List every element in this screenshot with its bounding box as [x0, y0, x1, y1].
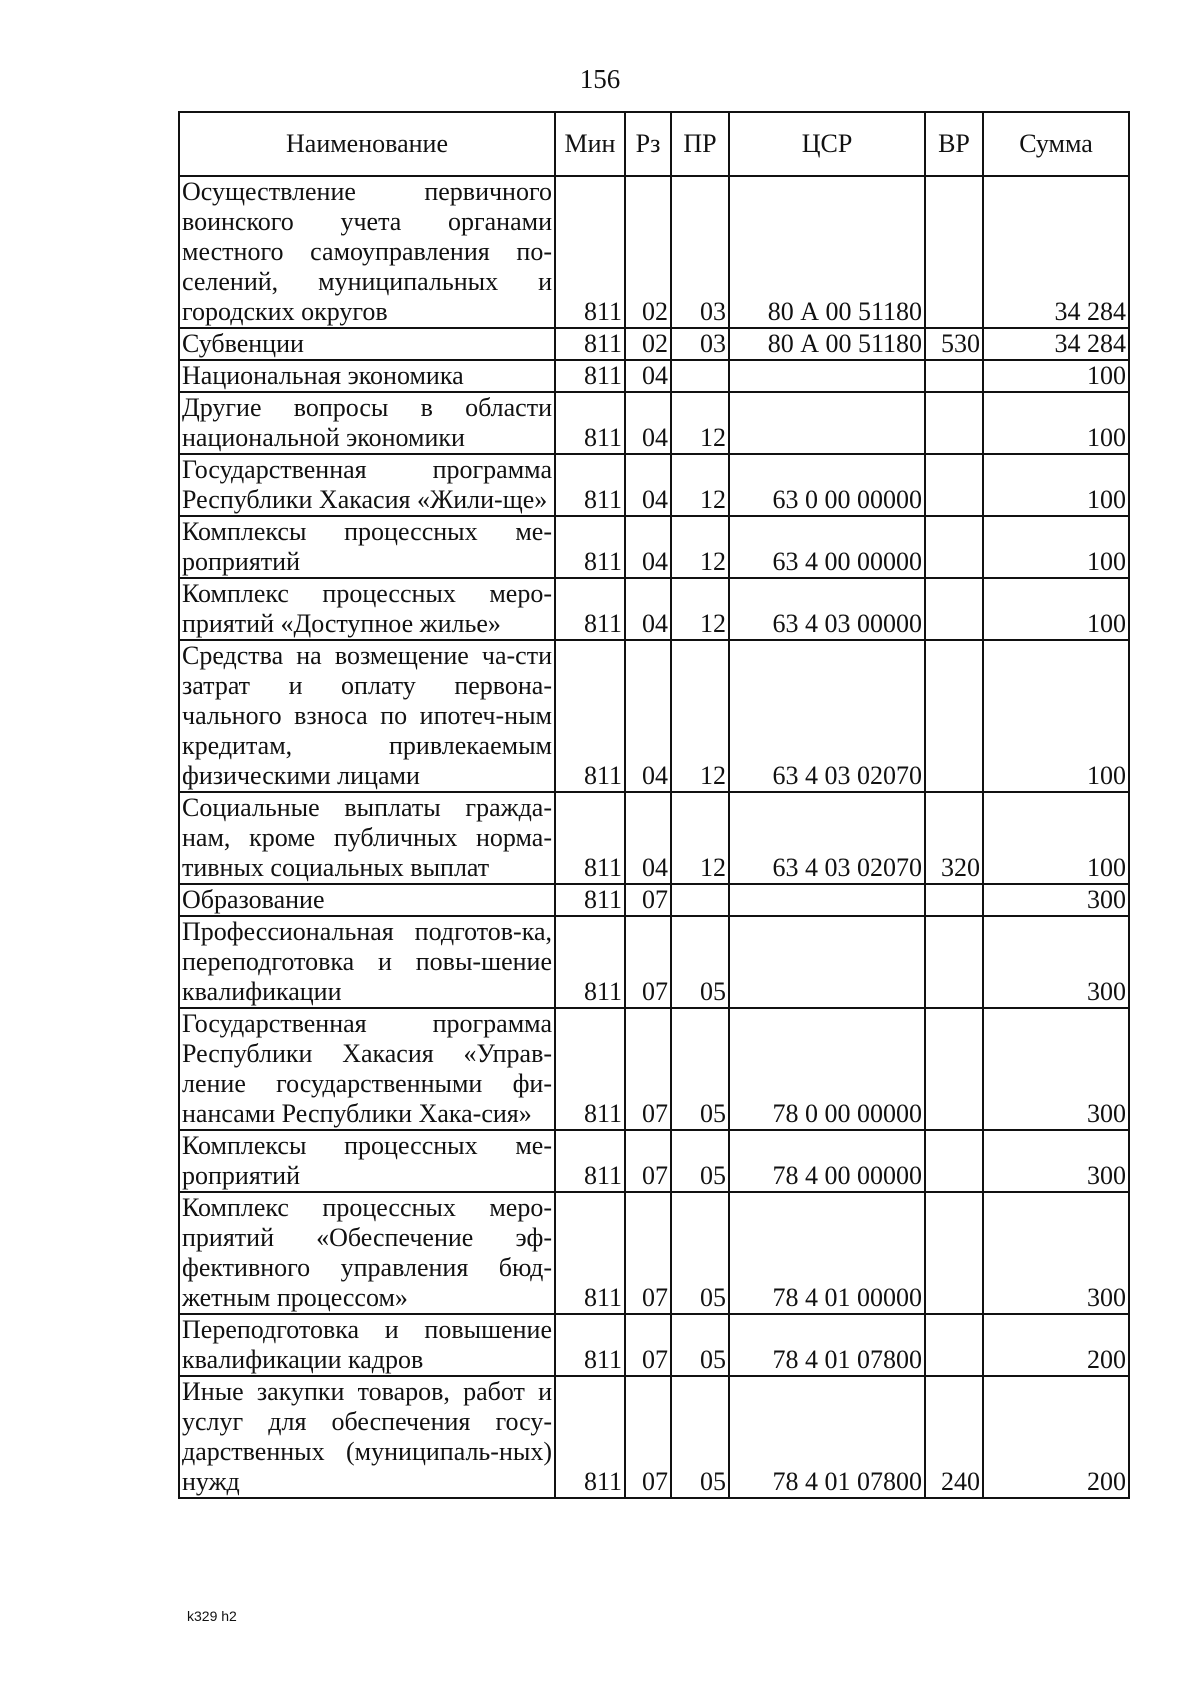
- row-name: Комплексы процессных ме-роприятий: [179, 516, 555, 578]
- header-csr: ЦСР: [729, 112, 925, 176]
- row-csr: 78 4 01 00000: [729, 1192, 925, 1314]
- table-row: [179, 454, 1129, 516]
- row-min: 811: [555, 578, 625, 640]
- row-sum: 100: [983, 578, 1129, 640]
- table-row: [179, 328, 1129, 360]
- row-vr: [925, 516, 983, 578]
- row-rz: 04: [625, 578, 671, 640]
- row-name: Государственная программа Республики Хакасия «Управ-ление государственными фи-нансами Республики Хака-сия»: [179, 1008, 555, 1130]
- row-sum: 34 284: [983, 176, 1129, 328]
- row-rz: 04: [625, 454, 671, 516]
- row-pr: 05: [671, 1376, 729, 1498]
- header-vr: ВР: [925, 112, 983, 176]
- row-rz: 04: [625, 360, 671, 392]
- row-csr: 78 4 01 07800: [729, 1314, 925, 1376]
- row-pr: [671, 360, 729, 392]
- row-pr: 05: [671, 1314, 729, 1376]
- row-pr: 05: [671, 1130, 729, 1192]
- table-row: [179, 516, 1129, 578]
- row-pr: 05: [671, 1192, 729, 1314]
- row-csr: 63 4 03 02070: [729, 640, 925, 792]
- row-csr: [729, 392, 925, 454]
- row-sum: 200: [983, 1314, 1129, 1376]
- row-name: Комплексы процессных ме-роприятий: [179, 1130, 555, 1192]
- row-pr: [671, 884, 729, 916]
- row-name: Государственная программа Республики Хакасия «Жили-ще»: [179, 454, 555, 516]
- row-sum: 300: [983, 916, 1129, 1008]
- row-csr: 80 А 00 51180: [729, 328, 925, 360]
- row-min: 811: [555, 1192, 625, 1314]
- page-number: 156: [579, 64, 621, 94]
- row-rz: 07: [625, 1314, 671, 1376]
- row-min: 811: [555, 176, 625, 328]
- row-csr: 80 А 00 51180: [729, 176, 925, 328]
- row-csr: 63 0 00 00000: [729, 454, 925, 516]
- row-vr: [925, 916, 983, 1008]
- row-name: Переподготовка и повышение квалификации кадров: [179, 1314, 555, 1376]
- row-sum: 300: [983, 884, 1129, 916]
- row-csr: 63 4 00 00000: [729, 516, 925, 578]
- row-name: Иные закупки товаров, работ и услуг для обеспечения госу-дарственных (муниципаль-ных) нужд: [179, 1376, 555, 1498]
- table-row: [179, 640, 1129, 792]
- row-min: 811: [555, 1376, 625, 1498]
- row-name: Осуществление первичного воинского учета органами местного самоуправления по-селений, муниципальных и городских округов: [179, 176, 555, 328]
- table-row: [179, 1130, 1129, 1192]
- row-sum: 300: [983, 1008, 1129, 1130]
- row-sum: 100: [983, 454, 1129, 516]
- row-name: Комплекс процессных меро-приятий «Обеспечение эф-фективного управления бюд-жетным процессом»: [179, 1192, 555, 1314]
- row-pr: 03: [671, 176, 729, 328]
- row-csr: 78 4 00 00000: [729, 1130, 925, 1192]
- row-sum: 100: [983, 516, 1129, 578]
- row-min: 811: [555, 328, 625, 360]
- table-row: [179, 176, 1129, 328]
- row-rz: 07: [625, 884, 671, 916]
- row-min: 811: [555, 454, 625, 516]
- row-min: 811: [555, 1008, 625, 1130]
- row-min: 811: [555, 884, 625, 916]
- row-csr: 78 0 00 00000: [729, 1008, 925, 1130]
- table-row: [179, 884, 1129, 916]
- row-min: 811: [555, 392, 625, 454]
- row-name: Профессиональная подготов-ка, переподготовка и повы-шение квалификации: [179, 916, 555, 1008]
- row-name: Социальные выплаты гражда-нам, кроме публичных норма-тивных социальных выплат: [179, 792, 555, 884]
- table-header-row: [179, 112, 1129, 176]
- header-pr: ПР: [671, 112, 729, 176]
- row-vr: [925, 578, 983, 640]
- row-sum: 100: [983, 360, 1129, 392]
- row-min: 811: [555, 516, 625, 578]
- row-csr: [729, 360, 925, 392]
- row-rz: 02: [625, 328, 671, 360]
- row-vr: [925, 1008, 983, 1130]
- row-vr: 240: [925, 1376, 983, 1498]
- row-rz: 07: [625, 1376, 671, 1498]
- row-name: Средства на возмещение ча-сти затрат и оплату первона-чального взноса по ипотеч-ным кредитам, привлекаемым физическими лицами: [179, 640, 555, 792]
- table-body: [179, 176, 1129, 1498]
- header-sum: Сумма: [983, 112, 1129, 176]
- row-sum: 100: [983, 792, 1129, 884]
- row-vr: [925, 1314, 983, 1376]
- table-row: [179, 1008, 1129, 1130]
- row-csr: 78 4 01 07800: [729, 1376, 925, 1498]
- row-csr: [729, 916, 925, 1008]
- row-pr: 12: [671, 392, 729, 454]
- row-vr: [925, 454, 983, 516]
- row-csr: 63 4 03 00000: [729, 578, 925, 640]
- row-name: Комплекс процессных меро-приятий «Доступное жилье»: [179, 578, 555, 640]
- row-name: Другие вопросы в области национальной экономики: [179, 392, 555, 454]
- row-vr: [925, 176, 983, 328]
- row-sum: 300: [983, 1192, 1129, 1314]
- table-row: [179, 792, 1129, 884]
- row-vr: [925, 1130, 983, 1192]
- row-sum: 200: [983, 1376, 1129, 1498]
- table-row: [179, 1314, 1129, 1376]
- row-name: Национальная экономика: [179, 360, 555, 392]
- row-pr: 12: [671, 516, 729, 578]
- row-pr: 05: [671, 1008, 729, 1130]
- row-rz: 07: [625, 916, 671, 1008]
- row-rz: 02: [625, 176, 671, 328]
- row-sum: 100: [983, 392, 1129, 454]
- row-min: 811: [555, 916, 625, 1008]
- row-rz: 07: [625, 1008, 671, 1130]
- row-vr: 530: [925, 328, 983, 360]
- row-csr: [729, 884, 925, 916]
- row-min: 811: [555, 1130, 625, 1192]
- table-row: [179, 1192, 1129, 1314]
- row-pr: 12: [671, 640, 729, 792]
- row-rz: 04: [625, 392, 671, 454]
- row-rz: 07: [625, 1130, 671, 1192]
- row-pr: 12: [671, 578, 729, 640]
- row-sum: 100: [983, 640, 1129, 792]
- table-row: [179, 578, 1129, 640]
- table-row: [179, 1376, 1129, 1498]
- row-pr: 03: [671, 328, 729, 360]
- row-vr: [925, 392, 983, 454]
- table-row: [179, 916, 1129, 1008]
- row-sum: 300: [983, 1130, 1129, 1192]
- table-row: [179, 360, 1129, 392]
- row-csr: 63 4 03 02070: [729, 792, 925, 884]
- row-rz: 04: [625, 516, 671, 578]
- footer-document-code: k329 h2: [187, 1608, 237, 1624]
- row-sum: 34 284: [983, 328, 1129, 360]
- header-rz: Рз: [625, 112, 671, 176]
- row-min: 811: [555, 1314, 625, 1376]
- table-row: [179, 392, 1129, 454]
- row-vr: [925, 360, 983, 392]
- row-name: Субвенции: [179, 328, 555, 360]
- row-vr: [925, 1192, 983, 1314]
- row-vr: 320: [925, 792, 983, 884]
- row-rz: 04: [625, 792, 671, 884]
- header-name: Наименование: [179, 112, 555, 176]
- row-pr: 12: [671, 454, 729, 516]
- row-name: Образование: [179, 884, 555, 916]
- row-rz: 04: [625, 640, 671, 792]
- row-min: 811: [555, 640, 625, 792]
- row-min: 811: [555, 792, 625, 884]
- row-pr: 12: [671, 792, 729, 884]
- header-min: Мин: [555, 112, 625, 176]
- row-vr: [925, 640, 983, 792]
- row-rz: 07: [625, 1192, 671, 1314]
- row-vr: [925, 884, 983, 916]
- budget-table: [178, 111, 1130, 1499]
- row-pr: 05: [671, 916, 729, 1008]
- row-min: 811: [555, 360, 625, 392]
